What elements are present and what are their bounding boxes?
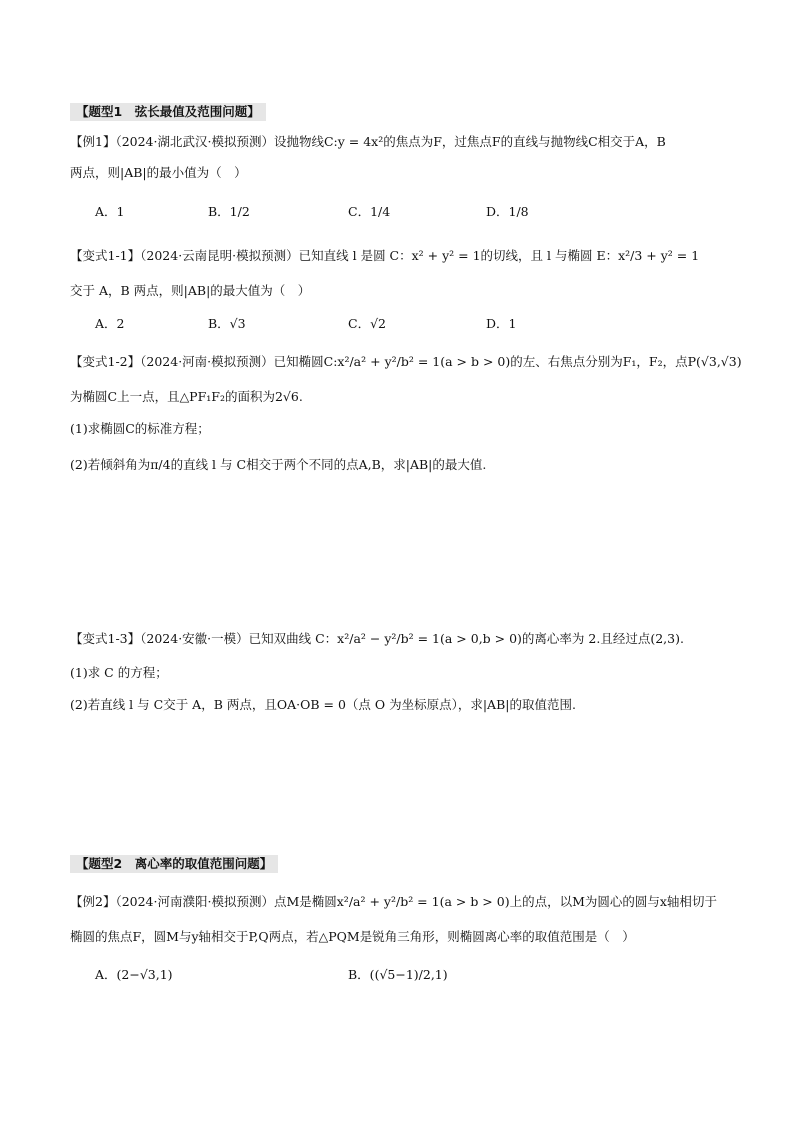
variant-1-1-option-d: D．1 [486, 316, 517, 331]
variant-1-2-stem-line-1: 【变式1-2】（2024·河南·模拟预测）已知椭圆C:x²/a² + y²/b² = 1(a > b > 0)的左、右焦点分别为F₁，F₂，点P(√3,√3) [70, 354, 742, 369]
example-1-stem-line-1: 【例1】（2024·湖北武汉·模拟预测）设抛物线C:y = 4x²的焦点为F，过焦点F的直线与抛物线C相交于A，B [70, 134, 666, 149]
example-1-option-a: A．1 [95, 204, 125, 219]
section-header-1: 【题型1 弦长最值及范围问题】 [70, 103, 266, 121]
example-1-option-c: C．1/4 [348, 204, 391, 219]
variant-1-1-stem-line-1: 【变式1-1】（2024·云南昆明·模拟预测）已知直线 l 是圆 C：x² + y² = 1的切线，且 l 与椭圆 E：x²/3 + y² = 1 [70, 248, 700, 263]
variant-1-2-stem-line-2: 为椭圆C上一点，且△PF₁F₂的面积为2√6. [70, 389, 303, 404]
variant-1-1-option-b: B．√3 [208, 316, 246, 331]
example-2-option-a: A．(2−√3,1) [95, 967, 173, 982]
variant-1-3-part-1: (1)求 C 的方程； [70, 665, 168, 680]
example-2-stem-line-2: 椭圆的焦点F，圆M与y轴相交于P,Q两点，若△PQM是锐角三角形，则椭圆离心率的取值范围是（ ） [70, 929, 635, 944]
example-1-stem-line-2: 两点，则|AB|的最小值为（ ） [70, 165, 247, 180]
variant-1-3-part-2: (2)若直线 l 与 C交于 A，B 两点，且OA·OB = 0（点 O 为坐标原点），求|AB|的取值范围. [70, 697, 576, 712]
variant-1-3-stem: 【变式1-3】（2024·安徽·一模）已知双曲线 C：x²/a² − y²/b² = 1(a > 0,b > 0)的离心率为 2.且经过点(2,3). [70, 631, 684, 646]
example-1-option-b: B．1/2 [208, 204, 250, 219]
example-2-option-b: B．((√5−1)/2,1) [348, 967, 448, 982]
example-1-option-d: D．1/8 [486, 204, 529, 219]
variant-1-2-part-1: (1)求椭圆C的标准方程； [70, 421, 210, 436]
variant-1-2-part-2: (2)若倾斜角为π/4的直线 l 与 C相交于两个不同的点A,B，求|AB|的最大值. [70, 457, 487, 472]
section-header-2: 【题型2 离心率的取值范围问题】 [70, 855, 278, 873]
variant-1-1-option-c: C．√2 [348, 316, 386, 331]
variant-1-1-option-a: A．2 [95, 316, 125, 331]
variant-1-1-stem-line-2: 交于 A，B 两点，则|AB|的最大值为（ ） [70, 283, 311, 298]
example-2-stem-line-1: 【例2】（2024·河南濮阳·模拟预测）点M是椭圆x²/a² + y²/b² = 1(a > b > 0)上的点，以M为圆心的圆与x轴相切于 [70, 894, 717, 909]
